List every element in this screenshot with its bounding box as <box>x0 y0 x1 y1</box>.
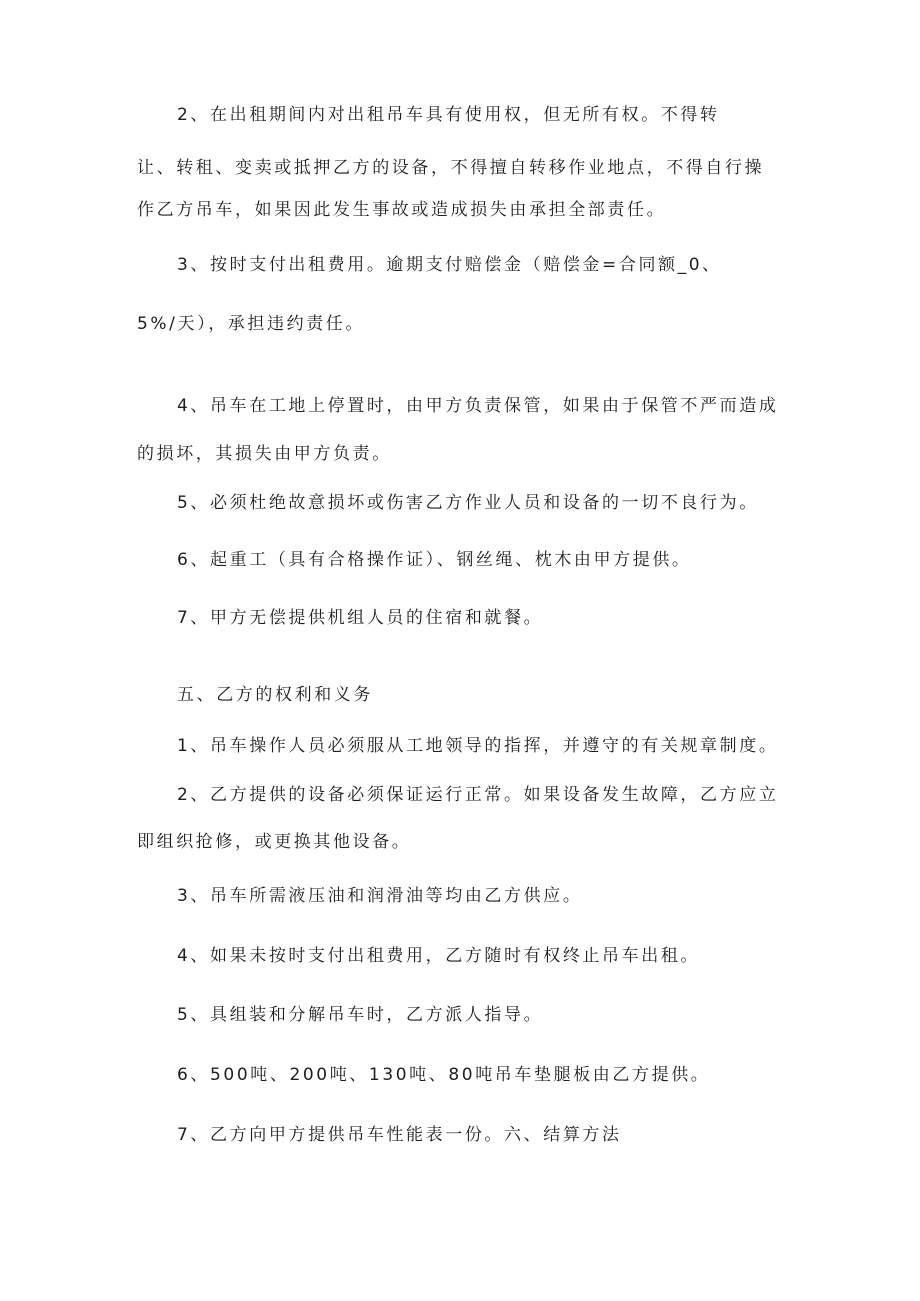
paragraph-line: 让、转租、变卖或抵押乙方的设备，不得擅自转移作业地点，不得自行操 <box>137 158 765 178</box>
paragraph-line: 2、乙方提供的设备必须保证运行正常。如果设备发生故障，乙方应立 <box>177 785 779 805</box>
paragraph-line: 6、500吨、200吨、130吨、80吨吊车垫腿板由乙方提供。 <box>177 1065 711 1085</box>
section-heading: 五、乙方的权利和义务 <box>177 685 373 705</box>
paragraph-line: 5%/天），承担违约责任。 <box>137 314 365 334</box>
paragraph-line: 3、吊车所需液压油和润滑油等均由乙方供应。 <box>177 886 583 906</box>
paragraph-line: 作乙方吊车，如果因此发生事故或造成损失由承担全部责任。 <box>137 200 667 220</box>
paragraph-line: 即组织抢修，或更换其他设备。 <box>137 832 412 852</box>
paragraph-line: 5、具组装和分解吊车时，乙方派人指导。 <box>177 1005 544 1025</box>
paragraph-line: 4、吊车在工地上停置时，由甲方负责保管，如果由于保管不严而造成 <box>177 396 779 416</box>
paragraph-line: 7、乙方向甲方提供吊车性能表一份。六、结算方法 <box>177 1125 622 1145</box>
paragraph-line: 1、吊车操作人员必须服从工地领导的指挥，并遵守的有关规章制度。 <box>177 736 779 756</box>
paragraph-line: 3、按时支付出租费用。逾期支付赔偿金（赔偿金=合同额_0、 <box>177 255 722 275</box>
paragraph-line: 4、如果未按时支付出租费用，乙方随时有权终止吊车出租。 <box>177 946 701 966</box>
paragraph-line: 5、必须杜绝故意损坏或伤害乙方作业人员和设备的一切不良行为。 <box>177 493 759 513</box>
paragraph-line: 的损坏，其损失由甲方负责。 <box>137 444 392 464</box>
paragraph-line: 7、甲方无偿提供机组人员的住宿和就餐。 <box>177 608 544 628</box>
paragraph-line: 6、起重工（具有合格操作证）、钢丝绳、枕木由甲方提供。 <box>177 550 692 570</box>
paragraph-line: 2、在出租期间内对出租吊车具有使用权，但无所有权。不得转 <box>177 105 720 125</box>
